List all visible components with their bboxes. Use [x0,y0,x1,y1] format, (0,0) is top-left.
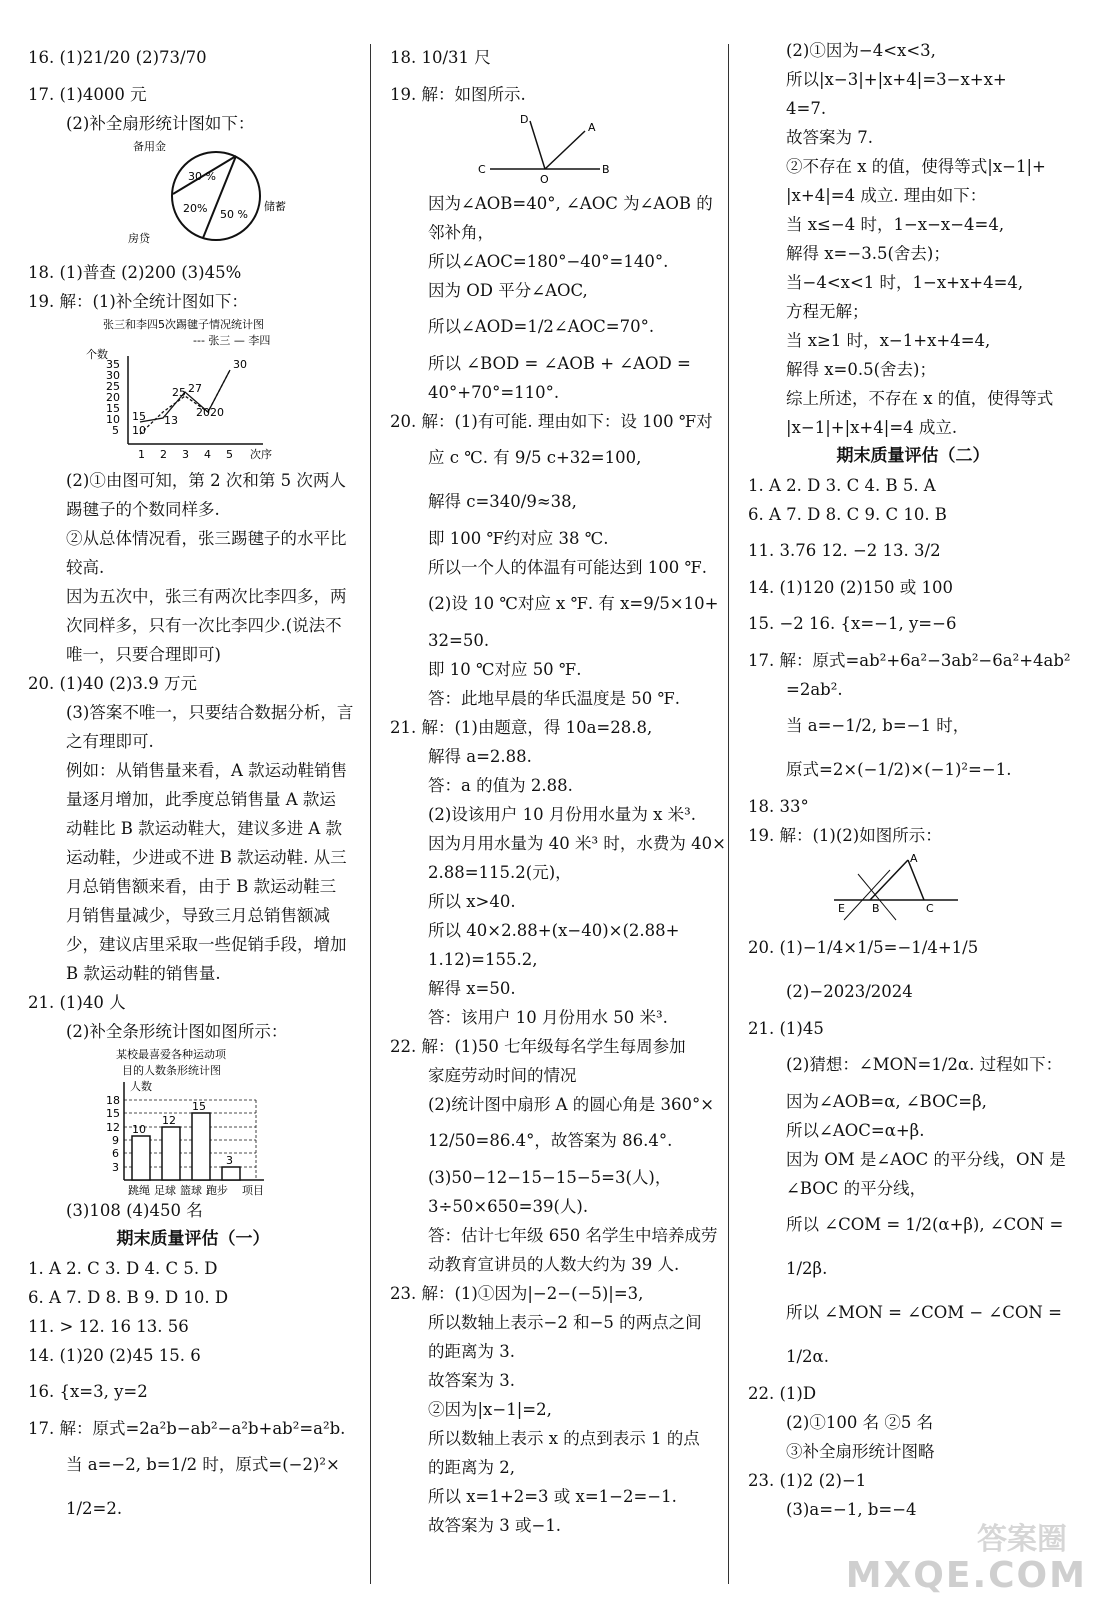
line: 所以 x>40. [428,892,516,911]
line: 40°+70°=110°. [428,383,560,402]
bar-label: 10 [132,1123,146,1136]
line: 踢毽子的个数同样多. [66,500,220,519]
line: 次同样多，只有一次比李四少.(说法不 [66,616,342,635]
line: 20. (1)40 (2)3.9 万元 [28,674,197,693]
line: 22. (1)D [748,1384,817,1403]
line: 即 100 ℉约对应 38 ℃. [428,529,609,548]
point-label: 10 [132,424,146,437]
line: 解得 x=−3.5(舍去)； [786,244,950,263]
line: 月总销售额来看，由于 B 款运动鞋三 [66,877,337,896]
line-chart-ylabel: 个数 [86,348,108,361]
line: 方程无解； [786,302,869,321]
x-category: 篮球 [180,1184,202,1196]
line: |x−1|+|x+4|=4 成立. [786,418,958,437]
line: 1. A 2. C 3. D 4. C 5. D [28,1259,218,1278]
point-label-c: C [926,902,934,915]
line: 23. 解：(1)①因为|−2−(−5)|=3, [390,1284,644,1303]
line: 20. 解：(1)有可能. 理由如下：设 100 ℉对 [390,412,713,431]
section-heading: 期末质量评估（一） [116,1229,270,1249]
column-middle [390,36,726,1540]
line: 所以一个人的体温有可能达到 100 ℉. [428,558,708,577]
x-category: 足球 [154,1184,176,1196]
line: 1/2α. [786,1347,829,1366]
line: 12/50=86.4°，故答案为 86.4°. [428,1131,673,1150]
line-chart-figure [28,316,358,466]
line: (3)50−12−15−15−5=3(人)， [428,1168,672,1187]
point-label-b: B [872,902,880,915]
line: |x+4|=4 成立. 理由如下： [786,186,987,205]
point-label-d: D [520,113,529,126]
line: ②因为|x−1|=2, [428,1400,552,1419]
column-divider-2 [728,44,729,1584]
line: 1/2=2. [66,1499,123,1518]
line: 17. (1)4000 元 [28,85,147,104]
ray-oa [545,131,585,169]
line: 21. 解：(1)由题意，得 10a=28.8, [390,718,653,737]
line: 所以 ∠MON = ∠COM − ∠CON = [786,1303,1062,1322]
line: 3÷50×650=39(人). [428,1197,589,1216]
construction-line [844,870,890,920]
section-heading: 期末质量评估（二） [836,446,990,466]
line: 应 c ℃. 有 9/5 c+32=100, [428,448,642,467]
y-tick: 10 [106,413,120,426]
line: 1.12)=155.2, [428,950,538,969]
column-right [748,36,1078,1524]
line: 解得 x=0.5(舍去)； [786,360,936,379]
line: 少，建议店里采取一些促销手段，增加 [66,935,347,954]
line: 1/2β. [786,1259,828,1278]
line: 19. 解：(1)(2)如图所示： [748,826,942,845]
line: 19. 解：如图所示. [390,85,526,104]
line: 当 x≤−4 时，1−x−x−4=4, [786,215,1005,234]
line: 原式=2×(−1/2)×(−1)²=−1. [786,760,1012,779]
line: 答：此地早晨的华氏温度是 50 ℉. [428,689,681,708]
line: 家庭劳动时间的情况 [428,1066,577,1085]
x-tick: 5 [226,448,233,461]
line: (2)统计图中扇形 A 的圆心角是 360°× [428,1095,715,1114]
bar-chart-figure [28,1046,358,1196]
line: 因为∠AOB=α, ∠BOC=β, [786,1092,987,1111]
line: 16. (1)21/20 (2)73/70 [28,48,207,67]
line: 动鞋比 B 款运动鞋大，建议多进 A 款 [66,819,343,838]
pie-label-mortgage: 房贷 [128,232,150,245]
line: 例如：从销售量来看，A 款运动鞋销售 [66,761,348,780]
line: ③补全扇形统计图略 [786,1442,935,1461]
y-tick: 15 [106,402,120,415]
watermark-url: MXQE.COM [845,1555,1087,1596]
y-tick: 3 [112,1161,119,1174]
line: 23. (1)2 (2)−1 [748,1471,867,1490]
line: 答：该用户 10 月份用水 50 米³. [428,1008,668,1027]
line: 所以数轴上表示 x 的点到表示 1 的点 [428,1429,700,1448]
point-label-c: C [478,163,486,176]
series-zhangsan [140,370,230,434]
line: 答：a 的值为 2.88. [428,776,573,795]
bar-chart-title: 某校最喜爱各种运动项 [116,1048,226,1061]
line: 解得 a=2.88. [428,747,532,766]
line: 所以∠AOD=1/2∠AOC=70°. [428,317,655,336]
bar-chart-ylabel: 人数 [130,1080,152,1093]
line: 运动鞋，少进或不进 B 款运动鞋. 从三 [66,848,347,867]
pie-percent-50: 50 % [220,208,248,221]
line: 1. A 2. D 3. C 4. B 5. A [748,476,936,495]
line: 的距离为 3. [428,1342,515,1361]
point-label: 20 [196,406,210,419]
column-divider-1 [370,44,371,1584]
line: (2)补全扇形统计图如下： [66,114,255,133]
point-label: 27 [188,382,202,395]
line: 17. 解：原式=2a²b−ab²−a²b+ab²=a²b. [28,1419,346,1438]
y-ticks [106,1094,120,1174]
line: 动教育宣讲员的人数大约为 39 人. [428,1255,680,1274]
line: 所以∠AOC=180°−40°=140°. [428,252,669,271]
line: 即 10 ℃对应 50 ℉. [428,660,582,679]
side-ba [870,860,908,900]
line: 故答案为 3. [428,1371,515,1390]
ray-od [530,121,545,169]
point-label: 30 [233,358,247,371]
line: 所以数轴上表示−2 和−5 的两点之间 [428,1313,702,1332]
x-ticks [138,448,233,461]
line: 当 a=−2, b=1/2 时，原式=(−2)²× [66,1455,340,1474]
line: 所以 x=1+2=3 或 x=1−2=−1. [428,1487,677,1506]
point-label-e: E [838,902,845,915]
triangle-figure [748,850,1078,926]
pie-circle [172,152,260,240]
pie-divider [203,156,236,238]
line: 22. 解：(1)50 七年级每名学生每周参加 [390,1037,686,1056]
line: ②不存在 x 的值，使得等式|x−1|+ [786,157,1046,176]
point-label: 13 [164,414,178,427]
line: 19. 解：(1)补全统计图如下： [28,292,248,311]
x-category: 跑步 [206,1184,228,1196]
line: 15. −2 16. {x=−1, y=−6 [748,614,957,633]
x-tick: 4 [204,448,211,461]
line: 当−4<x<1 时，1−x+x+4=4, [786,273,1024,292]
angle-figure [390,109,720,189]
line: 18. 10/31 尺 [390,48,491,67]
point-label-a: A [910,852,918,865]
line: 故答案为 3 或−1. [428,1516,562,1535]
line: 因为月用水量为 40 米³ 时，水费为 40× [428,834,726,853]
x-tick: 3 [182,448,189,461]
bar-label: 15 [192,1100,206,1113]
line: 解得 c=340/9≈38, [428,492,577,511]
line: 所以|x−3|+|x+4|=3−x+x+ [786,70,1007,89]
line: 21. (1)45 [748,1019,824,1038]
line: (3)a=−1, b=−4 [786,1500,917,1519]
column-left [28,36,358,1531]
line: (2)设 10 ℃对应 x ℉. 有 x=9/5×10+ [428,594,719,613]
y-tick: 35 [106,358,120,371]
line: 因为 OM 是∠AOC 的平分线，ON 是 [786,1150,1066,1169]
line: 2.88=115.2(元)， [428,863,572,882]
point-label-a: A [588,121,596,134]
bar-label: 3 [226,1154,233,1167]
y-tick: 25 [106,380,120,393]
x-tick: 1 [138,448,145,461]
line: 6. A 7. D 8. C 9. C 10. B [748,505,947,524]
pie-percent-30: 30 % [188,170,216,183]
watermark-logo: 答案圈 [977,1522,1067,1557]
bar-tiaosheng [132,1136,150,1180]
line: 因为∠AOB=40°, ∠AOC 为∠AOB 的 [428,194,713,213]
pie-label-savings: 储蓄 [264,200,286,213]
pie-percent-20: 20% [183,202,208,215]
bar-label: 12 [162,1114,176,1127]
line: 所以∠AOC=α+β. [786,1121,925,1140]
line: 当 x≥1 时，x−1+x+4=4, [786,331,991,350]
y-tick: 30 [106,369,120,382]
line: (2)①由图可知，第 2 次和第 5 次两人 [66,471,346,490]
line: 的距离为 2, [428,1458,515,1477]
point-label: 15 [132,410,146,423]
line: 14. (1)120 (2)150 或 100 [748,578,953,597]
pie-chart-figure [28,138,358,258]
line: 因为五次中，张三有两次比李四多，两 [66,587,347,606]
line: B 款运动鞋的销售量. [66,964,221,983]
line: 解得 x=50. [428,979,516,998]
line: 之有理即可. [66,732,154,751]
line: 16. {x=3, y=2 [28,1382,148,1401]
line: 综上所述，不存在 x 的值，使得等式 [786,389,1054,408]
line: 32=50. [428,631,490,650]
line: 答：估计七年级 650 名学生中培养成劳 [428,1226,718,1245]
line: 所以 ∠COM = 1/2(α+β), ∠CON = [786,1215,1064,1234]
line: 故答案为 7. [786,128,873,147]
line-chart-title: 张三和李四5次踢毽子情况统计图 [103,318,264,331]
line-chart-xlabel: 次序 [250,448,272,461]
line: 18. 33° [748,797,809,816]
line: =2ab². [786,680,843,699]
bar-chart-title: 目的人数条形统计图 [122,1064,221,1077]
bar-lanqiu [192,1113,210,1180]
line: (2)补全条形统计图如图所示： [66,1022,288,1041]
bar-zuqiu [162,1127,180,1180]
y-tick: 20 [106,391,120,404]
line: ∠BOC 的平分线， [786,1179,927,1198]
y-tick: 5 [112,424,119,437]
side-ac [908,860,924,900]
line: (2)−2023/2024 [786,982,913,1001]
y-tick: 15 [106,1107,120,1120]
line: 11. 3.76 12. −2 13. 3/2 [748,541,941,560]
line: (2)①因为−4<x<3, [786,41,936,60]
line: 14. (1)20 (2)45 15. 6 [28,1346,201,1365]
line: 量逐月增加，此季度总销售量 A 款运 [66,790,336,809]
pie-label-reserve: 备用金 [133,140,166,153]
line: (3)答案不唯一，只要结合数据分析，言 [66,703,354,722]
point-label: 25 [172,386,186,399]
line: (2)设该用户 10 月份用水量为 x 米³. [428,805,697,824]
y-tick: 6 [112,1147,119,1160]
point-label-o: O [540,173,549,186]
line: ②从总体情况看，张三踢毽子的水平比 [66,529,347,548]
line: (2)①100 名 ②5 名 [786,1413,934,1432]
line: 所以 40×2.88+(x−40)×(2.88+ [428,921,680,940]
line: (2)猜想：∠MON=1/2α. 过程如下： [786,1055,1063,1074]
line: 较高. [66,558,105,577]
bar-chart-xlabel: 项目 [242,1184,264,1196]
line-chart-legend: --- 张三 — 李四 [193,334,271,347]
line: 因为 OD 平分∠AOC, [428,281,588,300]
y-tick: 18 [106,1094,120,1107]
line: 20. (1)−1/4×1/5=−1/4+1/5 [748,938,979,957]
line: 当 a=−1/2, b=−1 时， [786,716,970,735]
line: 月销售量减少，导致三月总销售额减 [66,906,330,925]
y-ticks [106,358,120,437]
x-tick: 2 [160,448,167,461]
x-category: 跳绳 [128,1184,150,1196]
bar-paobu [222,1167,240,1180]
line: 所以 ∠BOD = ∠AOB + ∠AOD = [428,354,691,373]
point-label: 20 [210,406,224,419]
y-tick: 12 [106,1121,120,1134]
y-tick: 9 [112,1134,119,1147]
line: (3)108 (4)450 名 [66,1201,203,1220]
line: 4=7. [786,99,827,118]
line: 唯一，只要合理即可) [66,645,221,664]
line: 17. 解：原式=ab²+6a²−3ab²−6a²+4ab² [748,651,1071,670]
line: 21. (1)40 人 [28,993,126,1012]
point-label-b: B [602,163,610,176]
line: 18. (1)普查 (2)200 (3)45% [28,263,242,282]
line: 6. A 7. D 8. B 9. D 10. D [28,1288,229,1307]
line: 11. > 12. 16 13. 56 [28,1317,189,1336]
line: 邻补角， [428,223,494,242]
